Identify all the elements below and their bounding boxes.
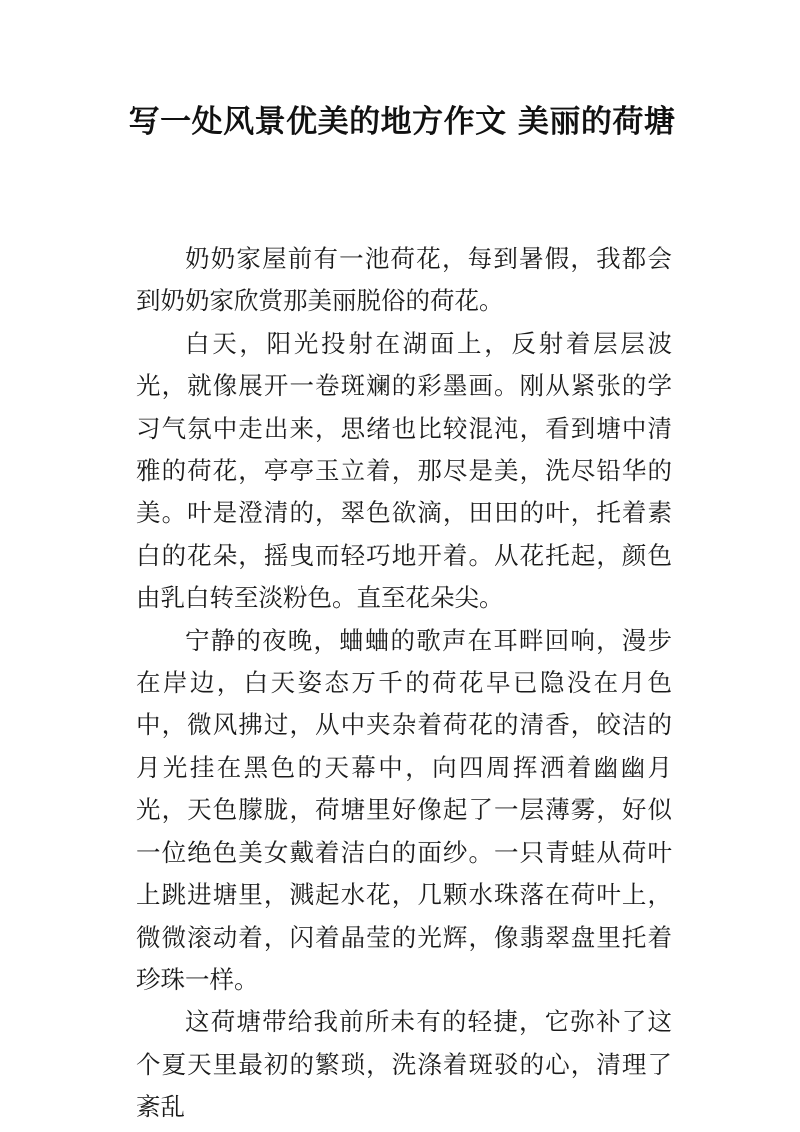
document-body [136, 238, 672, 1129]
document-title: 写一处风景优美的地方作文 美丽的荷塘 [128, 104, 676, 140]
paragraph-daytime: 白天，阳光投射在湖面上，反射着层层波光，就像展开一卷斑斓的彩墨画。刚从紧张的学习气氛中走出来，思绪也比较混沌，看到塘中清雅的荷花，亭亭玉立着，那尽是美，洗尽铅华的美。叶是澄清的，翠色欲滴，田田的叶，托着素白的花朵，摇曳而轻巧地开着。从花托起，颜色由乳白转至淡粉色。直至花朵尖。 [136, 328, 672, 613]
paragraph-night: 宁静的夜晚，蛐蛐的歌声在耳畔回响，漫步在岸边，白天姿态万千的荷花早已隐没在月色中，微风拂过，从中夹杂着荷花的清香，皎洁的月光挂在黑色的天幕中，向四周挥洒着幽幽月光，天色朦胧，荷塘里好像起了一层薄雾，好似一位绝色美女戴着洁白的面纱。一只青蛙从荷叶上跳进塘里，溅起水花，几颗水珠落在荷叶上，微微滚动着，闪着晶莹的光辉，像翡翠盘里托着珍珠一样。 [136, 625, 672, 994]
paragraph-intro: 奶奶家屋前有一池荷花，每到暑假，我都会到奶奶家欣赏那美丽脱俗的荷花。 [136, 244, 672, 316]
paragraph-closing: 这荷塘带给我前所未有的轻捷，它弥补了这个夏天里最初的繁琐，洗涤着斑驳的心，清理了紊乱 [136, 1007, 672, 1122]
